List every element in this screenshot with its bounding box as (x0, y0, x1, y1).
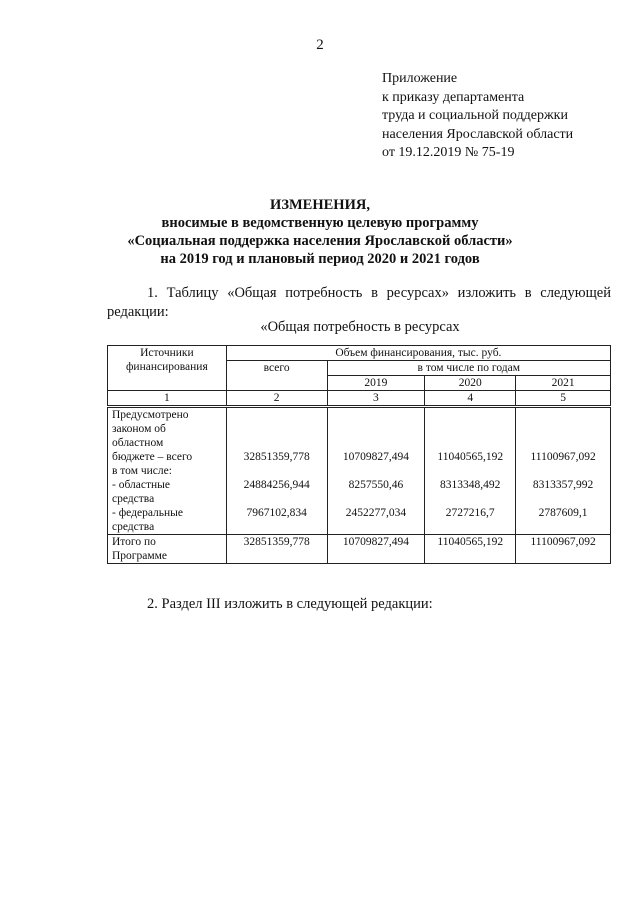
column-number: 5 (516, 391, 611, 407)
header-year: 2021 (516, 376, 611, 391)
label-line: законом об (112, 423, 166, 435)
label-line: областном (112, 437, 164, 449)
label-line: Программе (112, 550, 168, 562)
paragraph-1: 1. Таблицу «Общая потребность в ресурсах» изложить в следующей редакции: (107, 285, 611, 320)
value-cell (425, 407, 516, 535)
title-line: «Социальная поддержка населения Ярославской области» (127, 233, 513, 249)
label-line: средства (112, 521, 155, 533)
value: 2787609,1 (538, 507, 588, 519)
header-total: всего (226, 361, 327, 391)
column-number: 1 (108, 391, 227, 407)
value-cell (327, 407, 425, 535)
appendix-line: к приказу департамента (382, 89, 525, 105)
value-cell: 11100967,092 (516, 535, 611, 564)
title-line: ИЗМЕНЕНИЯ, (270, 197, 370, 213)
appendix-line: Приложение (382, 71, 458, 86)
value-cell: 10709827,494 (327, 535, 425, 564)
label-line: бюджете – всего (112, 451, 193, 463)
column-number: 3 (327, 391, 425, 407)
appendix-date-line: от 19.12.2019 № 75-19 (382, 145, 515, 160)
title-line: на 2019 год и плановый период 2020 и 2021 годов (160, 251, 480, 267)
label-line: - областные (112, 479, 170, 491)
value: 32851359,778 (243, 451, 310, 463)
value: 8257550,46 (348, 479, 404, 491)
document-title (0, 196, 640, 268)
value-cell (516, 407, 611, 535)
title-line: вносимые в ведомственную целевую программу (161, 215, 479, 231)
value-cell: 11040565,192 (425, 535, 516, 564)
column-number: 2 (226, 391, 327, 407)
table-row (108, 407, 611, 535)
value: 8313348,492 (440, 479, 501, 491)
value: 2727216,7 (445, 507, 495, 519)
row-label (108, 535, 227, 564)
label-line: - федеральные (112, 507, 183, 519)
header-sources: Источники финансирования (108, 346, 227, 391)
label-line: средства (112, 493, 155, 505)
page-number: 2 (316, 37, 324, 53)
label-line: в том числе: (112, 465, 172, 477)
paragraph-2: 2. Раздел III изложить в следующей редакции: (147, 596, 433, 612)
table-header-row (108, 346, 611, 361)
value: 8313357,992 (532, 479, 594, 491)
appendix-line: труда и социальной поддержки (382, 108, 568, 123)
label-line: Итого по (112, 536, 156, 548)
column-number: 4 (425, 391, 516, 407)
label-line: Предусмотрено (112, 409, 189, 421)
value-cell (226, 407, 327, 535)
value-cell: 32851359,778 (226, 535, 327, 564)
appendix-line: населения Ярославской области (382, 126, 574, 142)
header-year: 2019 (327, 376, 425, 391)
appendix-block (382, 70, 573, 163)
header-by-years: в том числе по годам (327, 361, 610, 376)
table-caption: «Общая потребность в ресурсах (260, 319, 460, 335)
value: 10709827,494 (342, 451, 409, 463)
value: 11100967,092 (530, 451, 596, 463)
value: 2452277,034 (345, 507, 407, 519)
header-volume: Объем финансирования, тыс. руб. (226, 346, 610, 361)
header-year: 2020 (425, 376, 516, 391)
value: 7967102,834 (246, 507, 307, 519)
table-row-total (108, 535, 611, 564)
value: 11040565,192 (437, 451, 504, 463)
row-label (108, 407, 227, 535)
resources-table (107, 345, 611, 564)
value: 24884256,944 (243, 479, 310, 491)
column-number-row (108, 391, 611, 407)
